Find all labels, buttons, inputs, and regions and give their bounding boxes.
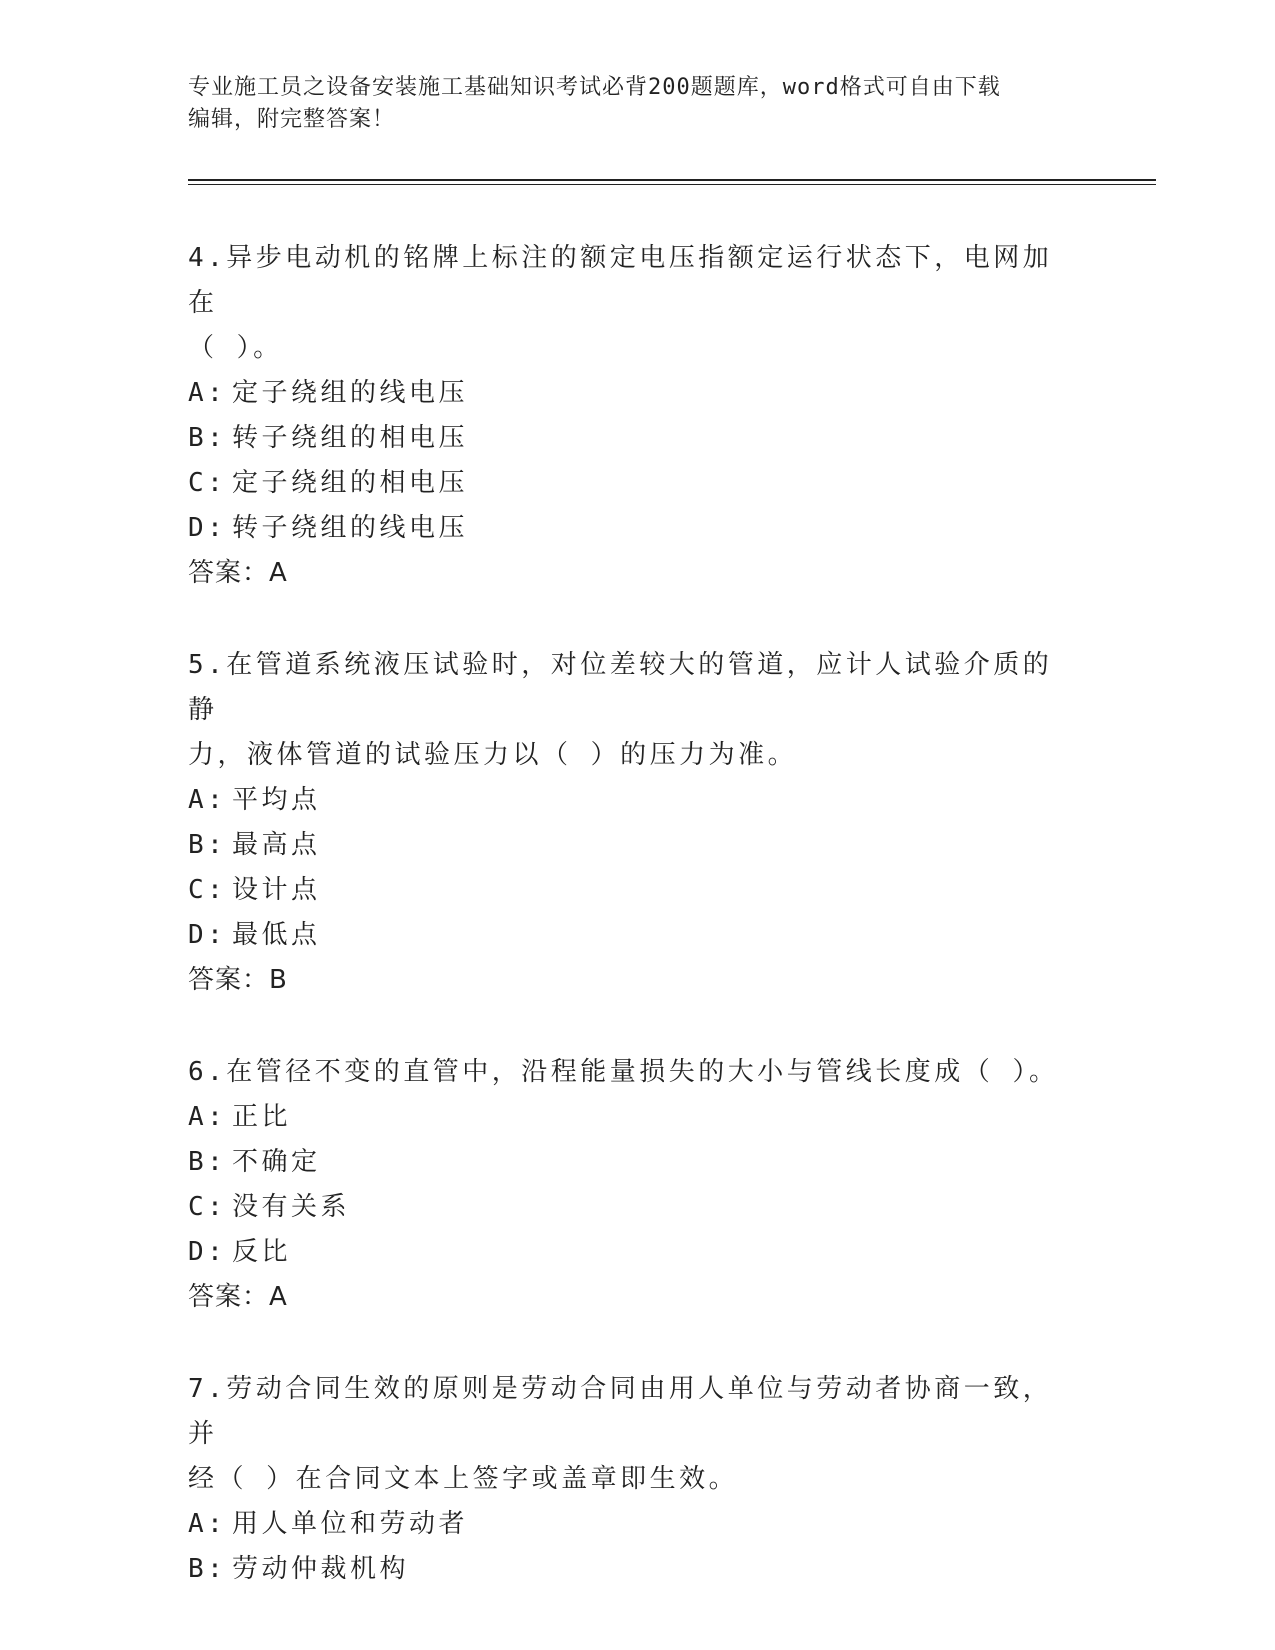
option-a bbox=[188, 371, 1068, 416]
answer-line: 答案：A bbox=[188, 1282, 288, 1312]
option-b bbox=[188, 1547, 1068, 1592]
question-stem-line: 4.异步电动机的铭牌上标注的额定电压指额定运行状态下，电网加在 bbox=[188, 243, 1053, 318]
answer-line: 答案：B bbox=[188, 965, 288, 995]
question-stem-line: 经（ ）在合同文本上签字或盖章即生效。 bbox=[188, 1464, 739, 1494]
option-text: 定子绕组的相电压 bbox=[232, 468, 469, 498]
option-d bbox=[188, 1230, 1068, 1275]
option-text: 最高点 bbox=[232, 830, 321, 860]
option-b bbox=[188, 416, 1068, 461]
option-letter: D: bbox=[188, 513, 227, 543]
option-a bbox=[188, 1502, 1068, 1547]
header-line-2: 编辑，附完整答案！ bbox=[188, 107, 396, 132]
question-4 bbox=[188, 236, 1068, 596]
option-text: 平均点 bbox=[232, 785, 321, 815]
option-d bbox=[188, 913, 1068, 958]
option-text: 反比 bbox=[232, 1237, 292, 1267]
option-letter: B: bbox=[188, 1554, 227, 1584]
question-6 bbox=[188, 1050, 1068, 1320]
option-c bbox=[188, 1185, 1068, 1230]
option-text: 不确定 bbox=[232, 1147, 321, 1177]
option-text: 定子绕组的线电压 bbox=[232, 378, 469, 408]
option-text: 转子绕组的相电压 bbox=[232, 423, 469, 453]
option-letter: A: bbox=[188, 1509, 227, 1539]
option-a bbox=[188, 778, 1068, 823]
option-letter: C: bbox=[188, 875, 227, 905]
option-letter: C: bbox=[188, 1192, 227, 1222]
option-b bbox=[188, 1140, 1068, 1185]
option-text: 设计点 bbox=[232, 875, 321, 905]
option-letter: A: bbox=[188, 785, 227, 815]
question-stem-line: 6.在管径不变的直管中，沿程能量损失的大小与管线长度成（ ）。 bbox=[188, 1057, 1059, 1087]
option-letter: B: bbox=[188, 423, 227, 453]
option-letter: D: bbox=[188, 1237, 227, 1267]
option-letter: C: bbox=[188, 468, 227, 498]
question-stem-line: 5.在管道系统液压试验时，对位差较大的管道，应计人试验介质的静 bbox=[188, 650, 1053, 725]
header-divider-thin bbox=[188, 184, 1156, 185]
question-list bbox=[188, 236, 1068, 1639]
option-letter: A: bbox=[188, 378, 227, 408]
option-a bbox=[188, 1095, 1068, 1140]
option-c bbox=[188, 461, 1068, 506]
header-line-1: 专业施工员之设备安装施工基础知识考试必背200题题库，word格式可自由下载 bbox=[188, 75, 1001, 100]
option-text: 劳动仲裁机构 bbox=[232, 1554, 410, 1584]
option-text: 最低点 bbox=[232, 920, 321, 950]
question-stem-line: 7.劳动合同生效的原则是劳动合同由用人单位与劳动者协商一致，并 bbox=[188, 1374, 1053, 1449]
document-header bbox=[188, 72, 1088, 136]
question-5 bbox=[188, 643, 1068, 1003]
question-stem-line: （ ）。 bbox=[188, 333, 283, 363]
option-letter: D: bbox=[188, 920, 227, 950]
answer-line: 答案：A bbox=[188, 558, 288, 588]
option-letter: A: bbox=[188, 1102, 227, 1132]
option-letter: B: bbox=[188, 830, 227, 860]
question-7 bbox=[188, 1367, 1068, 1592]
header-divider-thick bbox=[188, 179, 1156, 181]
option-d bbox=[188, 506, 1068, 551]
option-text: 没有关系 bbox=[232, 1192, 351, 1222]
option-text: 转子绕组的线电压 bbox=[232, 513, 469, 543]
option-c bbox=[188, 868, 1068, 913]
option-letter: B: bbox=[188, 1147, 227, 1177]
question-stem-line: 力，液体管道的试验压力以（ ）的压力为准。 bbox=[188, 740, 798, 770]
option-text: 正比 bbox=[232, 1102, 292, 1132]
option-text: 用人单位和劳动者 bbox=[232, 1509, 469, 1539]
option-b bbox=[188, 823, 1068, 868]
